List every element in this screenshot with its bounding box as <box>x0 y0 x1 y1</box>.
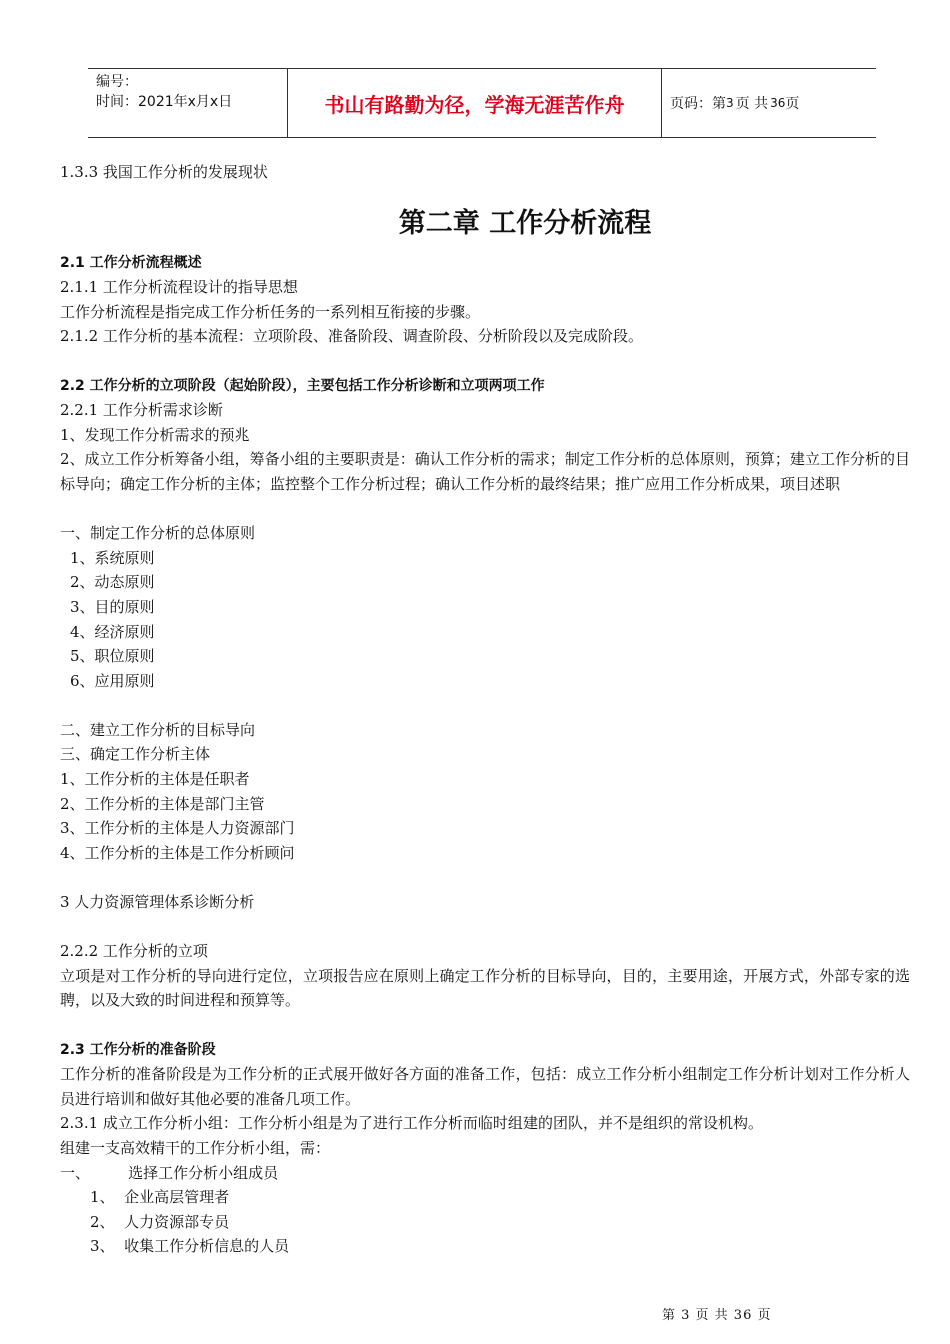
header-meta-cell <box>88 69 288 137</box>
section-2-3-1: 2.3.1 成立工作分析小组：工作分析小组是为了进行工作分析而临时组建的团队，并不是组织的常设机构。 <box>60 1114 763 1133</box>
subheading: 一、 选择工作分析小组成员 <box>60 1163 279 1182</box>
header-page-info <box>662 69 876 137</box>
section-1-3-3: 1.3.3 我国工作分析的发展现状 <box>60 163 268 181</box>
paragraph: 工作分析流程是指完成工作分析任务的一系列相互衔接的步骤。 <box>60 302 481 321</box>
list-item: 4、经济原则 <box>70 622 155 641</box>
paragraph: 立项是对工作分析的导向进行定位，立项报告应在原则上确定工作分析的目标导向，目的，主要用途，开展方式，外部专家的选聘，以及大致的时间进程和预算等。 <box>60 966 910 1010</box>
document-body <box>60 160 910 1259</box>
list-item: 5、职位原则 <box>70 647 155 666</box>
list-item: 4、工作分析的主体是工作分析顾问 <box>60 843 295 862</box>
header-motto: 书山有路勤为径，学海无涯苦作舟 <box>288 69 662 137</box>
list-item: 1、 企业高层管理者 <box>90 1188 230 1207</box>
list-item: 2、成立工作分析筹备小组，筹备小组的主要职责是：确认工作分析的需求；制定工作分析的总体原则，预算；建立工作分析的目标导向；确定工作分析的主体；监控整个工作分析过程；确认工作分析的最终结果；推广应用工作分析成果，项目述职 <box>60 450 910 493</box>
section-2-3-heading: 2.3 工作分析的准备阶段 <box>60 1041 216 1058</box>
doc-number-label: 编号： <box>96 74 138 90</box>
list-item: 2、 人力资源部专员 <box>90 1212 230 1231</box>
list-item: 1、系统原则 <box>70 548 155 567</box>
section-2-1-heading: 2.1 工作分析流程概述 <box>60 254 202 271</box>
list-item: 3、目的原则 <box>70 597 155 616</box>
paragraph: 工作分析的准备阶段是为工作分析的正式展开做好各方面的准备工作，包括：成立工作分析小组制定工作分析计划对工作分析人员进行培训和做好其他必要的准备几项工作。 <box>60 1065 910 1108</box>
list-item: 2、工作分析的主体是部门主管 <box>60 794 265 813</box>
list-item: 3、工作分析的主体是人力资源部门 <box>60 819 295 838</box>
section-2-1-2: 2.1.2 工作分析的基本流程：立项阶段、准备阶段、调查阶段、分析阶段以及完成阶段。 <box>60 327 643 346</box>
page-number: 3 <box>726 96 734 110</box>
subheading: 一、制定工作分析的总体原则 <box>60 524 256 543</box>
list-item: 2、动态原则 <box>70 573 155 592</box>
page-prefix: 页码：第 <box>670 96 726 112</box>
section-2-2-1: 2.2.1 工作分析需求诊断 <box>60 401 223 420</box>
page-total: 36 <box>770 96 786 110</box>
chapter-title: 第二章 工作分析流程 <box>398 207 652 239</box>
page-suffix: 页 <box>785 96 800 112</box>
section-3: 3 人力资源管理体系诊断分析 <box>60 893 255 912</box>
list-item: 3、 收集工作分析信息的人员 <box>90 1237 290 1256</box>
page-header-table <box>88 68 876 138</box>
page-footer: 第 3 页 共 36 页 <box>662 1308 772 1323</box>
list-item: 1、发现工作分析需求的预兆 <box>60 425 250 444</box>
doc-time: 时间：2021年x月x日 <box>96 94 233 110</box>
subheading: 二、建立工作分析的目标导向 <box>60 720 256 739</box>
page-mid: 页 共 <box>735 96 769 112</box>
section-2-2-heading: 2.2 工作分析的立项阶段（起始阶段），主要包括工作分析诊断和立项两项工作 <box>60 377 545 394</box>
subheading: 三、确定工作分析主体 <box>60 745 211 764</box>
section-2-2-2: 2.2.2 工作分析的立项 <box>60 942 208 961</box>
section-2-1-1: 2.1.1 工作分析流程设计的指导思想 <box>60 278 298 297</box>
paragraph: 组建一支高效精干的工作分析小组，需： <box>60 1138 331 1157</box>
list-item: 6、应用原则 <box>70 671 155 690</box>
list-item: 1、工作分析的主体是任职者 <box>60 770 250 789</box>
